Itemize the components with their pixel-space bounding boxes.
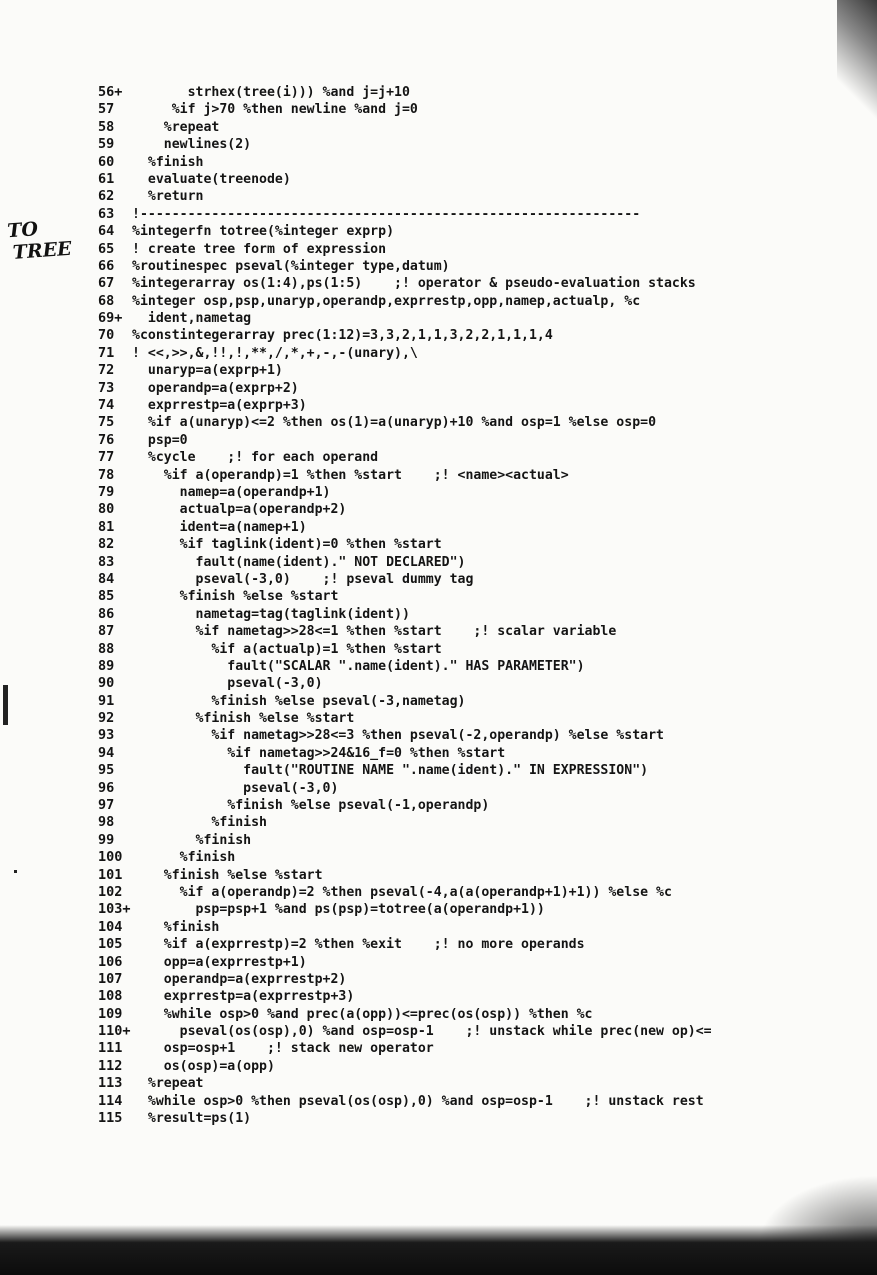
code-text: %if a(unaryp)<=2 %then os(1)=a(unaryp)+10 %and osp=1 %else osp=0 <box>132 415 657 431</box>
line-number: 89 <box>98 657 115 674</box>
code-line <box>98 223 798 240</box>
line-number: 62 <box>98 188 115 205</box>
line-number: 110+ <box>98 1023 131 1040</box>
line-number: 106 <box>98 953 123 970</box>
code-line <box>98 362 798 379</box>
code-text: !--------------------------------------------------------------- <box>132 206 641 222</box>
code-line <box>98 745 798 762</box>
line-number: 97 <box>98 797 115 814</box>
line-number: 99 <box>98 831 115 848</box>
code-line <box>98 484 798 501</box>
code-line <box>98 675 798 692</box>
line-number: 67 <box>98 275 115 292</box>
margin-note-line-2: TREE <box>12 237 73 264</box>
code-line <box>98 606 798 623</box>
code-text: os(osp)=a(opp) <box>132 1058 275 1074</box>
line-number: 59 <box>98 136 115 153</box>
code-text: %if nametag>>24&16_f=0 %then %start <box>132 745 506 761</box>
code-text: fault(name(ident)." NOT DECLARED") <box>132 554 466 570</box>
margin-note-line-1: TO <box>6 218 39 243</box>
code-text: ! create tree form of expression <box>132 241 387 257</box>
code-text: osp=osp+1 ;! stack new operator <box>132 1041 434 1057</box>
code-text: pseval(-3,0) ;! pseval dummy tag <box>132 571 474 587</box>
code-line <box>98 867 798 884</box>
line-number: 86 <box>98 605 115 622</box>
line-number: 69+ <box>98 310 123 327</box>
code-text: %finish %else %start <box>132 711 355 727</box>
line-number: 109 <box>98 1005 123 1022</box>
code-text: %finish %else %start <box>132 867 323 883</box>
code-text: namep=a(operandp+1) <box>132 484 331 500</box>
code-line <box>98 536 798 553</box>
code-line <box>98 936 798 953</box>
code-line <box>98 727 798 744</box>
code-text: %finish %else pseval(-3,nametag) <box>132 693 466 709</box>
line-number: 93 <box>98 727 115 744</box>
code-text: %while osp>0 %then pseval(os(osp),0) %and osp=osp-1 ;! unstack rest <box>132 1093 704 1109</box>
line-number: 113 <box>98 1075 123 1092</box>
code-line <box>98 171 798 188</box>
line-number: 103+ <box>98 901 131 918</box>
scan-shadow-bottom <box>0 1225 877 1275</box>
code-line <box>98 1006 798 1023</box>
code-listing <box>98 84 798 1127</box>
line-number: 100 <box>98 849 123 866</box>
code-text: nametag=tag(taglink(ident)) <box>132 606 410 622</box>
code-text: %cycle ;! for each operand <box>132 450 379 466</box>
line-number: 56+ <box>98 84 123 100</box>
margin-dot <box>14 870 17 873</box>
code-text: %while osp>0 %and prec(a(opp))<=prec(os(osp)) %then %c <box>132 1006 593 1022</box>
line-number: 112 <box>98 1057 123 1074</box>
code-text: %if a(operandp)=2 %then pseval(-4,a(a(operandp+1)+1)) %else %c <box>132 884 672 900</box>
code-line <box>98 641 798 658</box>
line-number: 98 <box>98 814 115 831</box>
code-text: newlines(2) <box>132 137 252 153</box>
code-line <box>98 397 798 414</box>
code-text: pseval(-3,0) <box>132 676 323 692</box>
code-line <box>98 84 798 101</box>
code-text: %finish <box>132 832 252 848</box>
code-line <box>98 571 798 588</box>
code-text: %result=ps(1) <box>132 1111 252 1127</box>
line-number: 85 <box>98 588 115 605</box>
code-text: operandp=a(exprp+2) <box>132 380 299 396</box>
code-line <box>98 1110 798 1127</box>
line-number: 77 <box>98 449 115 466</box>
code-text: %if j>70 %then newline %and j=0 <box>132 102 418 118</box>
code-line <box>98 762 798 779</box>
code-text: actualp=a(operandp+2) <box>132 502 347 518</box>
code-text: exprrestp=a(exprp+3) <box>132 398 307 414</box>
code-text: %return <box>132 189 204 205</box>
code-line <box>98 136 798 153</box>
code-text: ident=a(namep+1) <box>132 519 307 535</box>
code-text: exprrestp=a(exprrestp+3) <box>132 989 355 1005</box>
code-text: %constintegerarray prec(1:12)=3,3,2,1,1,3,2,2,1,1,1,4 <box>132 328 553 344</box>
code-line <box>98 154 798 171</box>
line-number: 72 <box>98 362 115 379</box>
code-text: pseval(os(osp),0) %and osp=osp-1 ;! unstack while prec(new op)<= <box>132 1024 712 1040</box>
code-line <box>98 310 798 327</box>
code-line <box>98 432 798 449</box>
code-text: %finish <box>132 154 204 170</box>
line-number: 71 <box>98 344 115 361</box>
code-text: %if a(exprrestp)=2 %then %exit ;! no more operands <box>132 937 585 953</box>
code-line <box>98 797 798 814</box>
line-number: 61 <box>98 170 115 187</box>
line-number: 101 <box>98 866 123 883</box>
line-number: 105 <box>98 936 123 953</box>
code-line <box>98 1058 798 1075</box>
code-line <box>98 884 798 901</box>
code-line <box>98 380 798 397</box>
line-number: 96 <box>98 779 115 796</box>
line-number: 111 <box>98 1040 123 1057</box>
code-line <box>98 849 798 866</box>
code-line <box>98 623 798 640</box>
code-text: %finish <box>132 815 267 831</box>
code-line <box>98 1040 798 1057</box>
code-text: evaluate(treenode) <box>132 171 291 187</box>
code-line <box>98 467 798 484</box>
code-text: %integer osp,psp,unaryp,operandp,exprrestp,opp,namep,actualp, %c <box>132 293 641 309</box>
code-line <box>98 241 798 258</box>
code-line <box>98 206 798 223</box>
line-number: 94 <box>98 744 115 761</box>
line-number: 81 <box>98 518 115 535</box>
code-text: unaryp=a(exprp+1) <box>132 363 283 379</box>
line-number: 70 <box>98 327 115 344</box>
code-text: %repeat <box>132 119 220 135</box>
code-line <box>98 449 798 466</box>
line-number: 58 <box>98 118 115 135</box>
code-text: %routinespec pseval(%integer type,datum) <box>132 258 450 274</box>
code-line <box>98 919 798 936</box>
line-number: 91 <box>98 692 115 709</box>
line-number: 88 <box>98 640 115 657</box>
code-line <box>98 293 798 310</box>
code-line <box>98 710 798 727</box>
code-text: %repeat <box>132 1076 204 1092</box>
line-number: 90 <box>98 675 115 692</box>
margin-mark <box>3 685 8 725</box>
code-text: ident,nametag <box>132 311 252 327</box>
code-text: %if nametag>>28<=3 %then pseval(-2,operandp) %else %start <box>132 728 664 744</box>
line-number: 102 <box>98 883 123 900</box>
code-line <box>98 258 798 275</box>
code-text: %finish %else pseval(-1,operandp) <box>132 798 490 814</box>
line-number: 63 <box>98 205 115 222</box>
handwritten-margin-note <box>7 216 73 264</box>
line-number: 68 <box>98 292 115 309</box>
code-line <box>98 554 798 571</box>
line-number: 75 <box>98 414 115 431</box>
code-line <box>98 901 798 918</box>
line-number: 73 <box>98 379 115 396</box>
line-number: 66 <box>98 257 115 274</box>
line-number: 65 <box>98 240 115 257</box>
code-line <box>98 1093 798 1110</box>
code-line <box>98 275 798 292</box>
code-text: psp=0 <box>132 432 188 448</box>
scan-shadow-top-right <box>837 0 877 120</box>
code-line <box>98 188 798 205</box>
code-line <box>98 832 798 849</box>
code-line <box>98 780 798 797</box>
code-text: opp=a(exprrestp+1) <box>132 954 307 970</box>
code-text: %integerarray os(1:4),ps(1:5) ;! operator & pseudo-evaluation stacks <box>132 276 696 292</box>
code-line <box>98 501 798 518</box>
code-line <box>98 519 798 536</box>
line-number: 78 <box>98 466 115 483</box>
code-text: fault("ROUTINE NAME ".name(ident)." IN EXPRESSION") <box>132 763 649 779</box>
code-text: strhex(tree(i))) %and j=j+10 <box>132 85 410 100</box>
code-text: %if nametag>>28<=1 %then %start ;! scalar variable <box>132 624 617 640</box>
code-line <box>98 1075 798 1092</box>
code-text: %finish <box>132 919 220 935</box>
code-text: fault("SCALAR ".name(ident)." HAS PARAMETER") <box>132 658 585 674</box>
code-line <box>98 345 798 362</box>
code-line <box>98 814 798 831</box>
code-text: ! <<,>>,&,!!,!,**,/,*,+,-,-(unary),\ <box>132 345 418 361</box>
line-number: 60 <box>98 153 115 170</box>
line-number: 84 <box>98 570 115 587</box>
code-line <box>98 414 798 431</box>
code-line <box>98 327 798 344</box>
line-number: 76 <box>98 431 115 448</box>
code-text: %if a(operandp)=1 %then %start ;! <name><actual> <box>132 467 569 483</box>
code-text: %finish <box>132 850 236 866</box>
code-line <box>98 971 798 988</box>
line-number: 82 <box>98 536 115 553</box>
line-number: 115 <box>98 1110 123 1127</box>
code-line <box>98 1023 798 1040</box>
code-line <box>98 588 798 605</box>
line-number: 87 <box>98 623 115 640</box>
code-line <box>98 954 798 971</box>
line-number: 83 <box>98 553 115 570</box>
line-number: 107 <box>98 970 123 987</box>
line-number: 114 <box>98 1092 123 1109</box>
line-number: 108 <box>98 988 123 1005</box>
line-number: 80 <box>98 501 115 518</box>
line-number: 79 <box>98 483 115 500</box>
code-text: pseval(-3,0) <box>132 780 339 796</box>
line-number: 74 <box>98 397 115 414</box>
code-line <box>98 658 798 675</box>
line-number: 57 <box>98 101 115 118</box>
code-line <box>98 693 798 710</box>
code-text: %integerfn totree(%integer exprp) <box>132 224 395 240</box>
code-text: %finish %else %start <box>132 589 339 605</box>
code-line <box>98 119 798 136</box>
line-number: 104 <box>98 918 123 935</box>
line-number: 92 <box>98 710 115 727</box>
code-text: %if a(actualp)=1 %then %start <box>132 641 442 657</box>
code-text: operandp=a(exprrestp+2) <box>132 971 347 987</box>
line-number: 64 <box>98 223 115 240</box>
code-text: psp=psp+1 %and ps(psp)=totree(a(operandp+1)) <box>132 902 545 918</box>
line-number: 95 <box>98 762 115 779</box>
code-line <box>98 101 798 118</box>
code-line <box>98 988 798 1005</box>
code-text: %if taglink(ident)=0 %then %start <box>132 537 442 553</box>
